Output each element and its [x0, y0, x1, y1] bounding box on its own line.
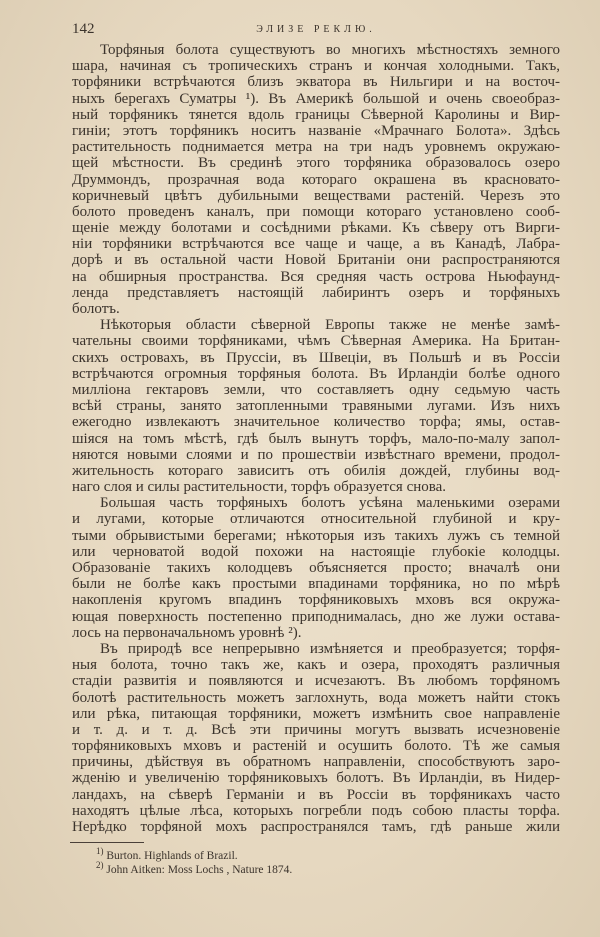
- text-line: ленда представляетъ настоящiй лабиринтъ озеръ и торфяныхъ: [72, 284, 560, 301]
- text-line: скихъ островахъ, въ Пруссiи, въ Швецiи, въ Польшѣ и въ Россiи: [72, 349, 560, 366]
- paragraph: [72, 42, 560, 317]
- text-line: коричневый цвѣтъ дубильными веществами растенiй. Черезъ это: [72, 187, 560, 204]
- text-line: встрѣчаются огромныя торфяныя болота. Въ Ирландiи болѣе одного: [72, 365, 560, 382]
- text-line: ющая поверхность постепенно приподнималась, дно же лужи остава-: [72, 608, 560, 625]
- text-line: ныхъ берегахъ Суматры ¹). Въ Америкѣ большой и очень своеобраз-: [72, 90, 560, 107]
- text-line: на обширныя пространства. Вся средняя часть острова Ньюфаунд-: [72, 268, 560, 285]
- text-line: Нерѣдко торфяной мохъ распространялся тамъ, гдѣ раньше жили: [72, 819, 560, 835]
- text-line: стадiи развитiя и появляются и исчезаютъ. Въ любомъ торфяномъ: [72, 673, 560, 690]
- text-line: гинiи; этотъ торфяникъ носитъ названiе «Мрачнаго Болота». Здѣсь: [72, 122, 560, 139]
- body-text: [72, 42, 560, 835]
- text-line: ныя болота, точно такъ же, какъ и озера, проходятъ различныя: [72, 657, 560, 674]
- text-line: были не болѣе какъ простыми впадинами торфяника, но по мѣрѣ: [72, 576, 560, 593]
- text-line: Нѣкоторыя области сѣверной Европы также не менѣе замѣ-: [100, 317, 560, 334]
- text-line: торфяниковыхъ мховъ и растенiй и осушить болото. Тѣ же самыя: [72, 738, 560, 755]
- text-line: чательны своими торфяниками, чѣмъ Сѣверная Америка. На Британ-: [72, 333, 560, 350]
- text-line: находятъ цѣлые лѣса, которыхъ погребли подъ собою пласты торфа.: [72, 802, 560, 819]
- text-line: Въ природѣ все непрерывно измѣняется и преобразуется; торфя-: [100, 640, 560, 657]
- text-line: и т. д. и т. д. Всѣ эти причины могутъ вызвать исчезновенiе: [72, 721, 560, 738]
- paragraph: [72, 495, 560, 641]
- text-line: дорѣ и въ остальной части Новой Британiи они распространяются: [72, 252, 560, 269]
- text-line: и лугами, которые отличаются относительной глубиной и кру-: [72, 511, 560, 528]
- text-line: болотѣ растительность можетъ заглохнуть, вода можетъ найти стокъ: [72, 689, 560, 706]
- page-number: 142: [72, 21, 95, 37]
- paragraph: [72, 317, 560, 495]
- footnote-text: Burton. Highlands of Brazil.: [106, 850, 238, 862]
- text-line: Образованiе такихъ колодцевъ объясняется просто; вначалѣ они: [72, 560, 560, 576]
- page-header: [72, 21, 560, 38]
- text-line: жительность котораго зависитъ отъ обилiя дождей, глубины вод-: [72, 462, 560, 479]
- text-line: причины, дѣйствуя въ обратномъ направленiи, способствуютъ заро-: [72, 754, 560, 771]
- text-line: наго слоя и силы растительности, торфъ образуется снова.: [72, 479, 447, 496]
- footnote: [96, 846, 292, 863]
- text-line: тыми обрывистыми берегами; нѣкоторыя изъ такихъ лужъ съ темной: [72, 527, 560, 544]
- text-line: шара, начиная съ тропическихъ странъ и кончая холодными. Такъ,: [72, 58, 560, 75]
- text-line: няются новыми слоями и по прошествiи извѣстнаго времени, продол-: [72, 446, 560, 463]
- footnote-divider: [70, 842, 144, 843]
- text-line: шiяся на томъ мѣстѣ, гдѣ былъ вынутъ торфъ, мало-по-малу запол-: [72, 430, 560, 447]
- text-line: или черноватой водой похожи на настоящiе глубокiе колодцы.: [72, 543, 561, 560]
- footnotes: [96, 846, 293, 877]
- text-line: болотъ.: [72, 301, 120, 317]
- text-line: всѣй страны, занято затопленными травяными лугами. Изъ нихъ: [72, 398, 560, 415]
- text-line: лось на первоначальномъ уровнѣ ²).: [72, 624, 302, 641]
- footnote-mark: 2): [96, 860, 104, 871]
- text-line: жденiю и увеличенiю торфяниковыхъ болотъ. Въ Ирландiи, въ Нидер-: [72, 770, 560, 787]
- text-line: растительность поднимается метра на три надъ уровнемъ окружаю-: [72, 139, 560, 156]
- text-line: болото проведенъ каналъ, при помощи котораго установлено сооб-: [72, 203, 560, 220]
- text-line: щей мѣстности. Въ срединѣ этого торфяника образовалось озеро: [72, 155, 560, 172]
- text-line: щенiе между болотами и сосѣдними рѣками. Къ сѣверу отъ Вирги-: [72, 220, 560, 237]
- text-line: ежегодно извлекаютъ значительное количество торфа; ямы, остав-: [72, 414, 560, 431]
- paragraph: [72, 641, 560, 835]
- text-line: ландахъ, на сѣверѣ Германiи и въ Россiи въ торфяникахъ часто: [72, 786, 560, 803]
- text-line: или рѣка, питающая торфяники, можетъ измѣнить свое направленiе: [72, 705, 560, 722]
- text-line: ный торфяникъ тянется вдоль границы Сѣверной Каролины и Вир-: [72, 106, 560, 123]
- footnote: [96, 860, 293, 877]
- running-title: ЭЛИЗЕ РЕКЛЮ.: [256, 24, 376, 35]
- footnote-text: John Aitken: Moss Lochs , Nature 1874.: [106, 864, 293, 876]
- text-line: Торфяныя болота существуютъ во многихъ мѣстностяхъ земного: [100, 42, 560, 58]
- text-line: Большая часть торфяныхъ болотъ усѣяна маленькими озерами: [100, 495, 560, 512]
- text-line: торфяники встрѣчаются близъ экватора въ Нильгири и на восточ-: [72, 74, 560, 91]
- text-line: нiи торфяники встрѣчаются все чаще и чаще, а въ Канадѣ, Лабра-: [72, 236, 560, 253]
- text-line: Друммондъ, прозрачная вода котораго окрашена въ красновато-: [72, 171, 560, 188]
- text-line: миллiона гектаровъ земли, что составляетъ одну седьмую часть: [72, 381, 560, 398]
- footnote-mark: 1): [96, 846, 104, 857]
- text-line: накопленiя кругомъ впадинъ торфяниковыхъ мховъ вся окружа-: [72, 592, 560, 609]
